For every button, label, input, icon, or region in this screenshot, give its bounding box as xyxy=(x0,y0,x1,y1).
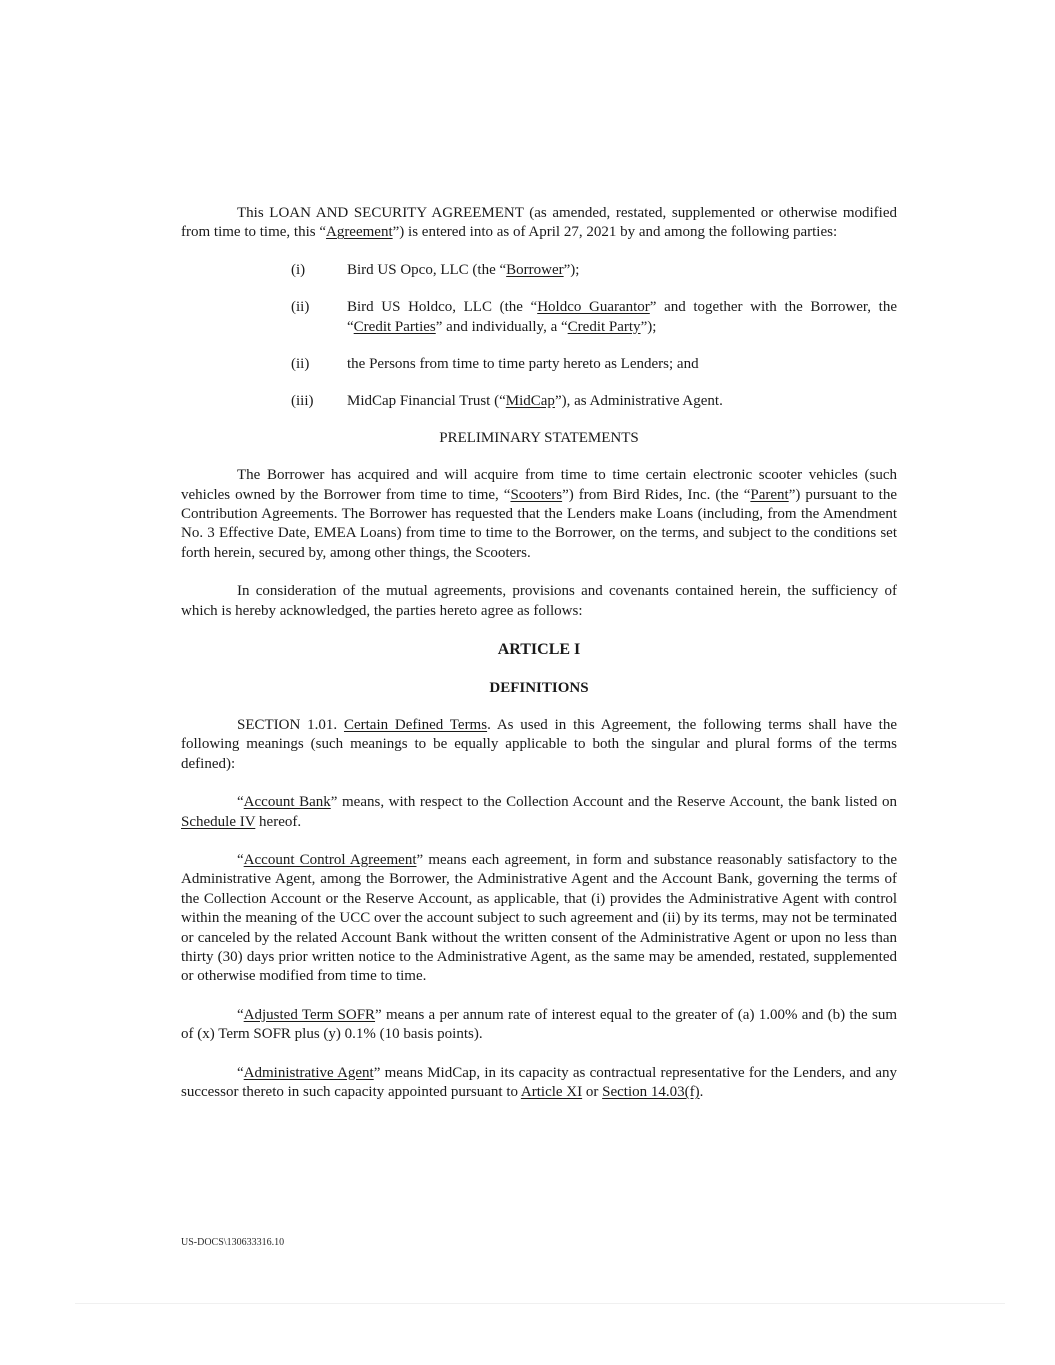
party-item-borrower xyxy=(291,261,897,280)
definition-text: ” means, with respect to the Collection Account and the Reserve Account, the bank listed on xyxy=(330,794,897,811)
defined-term-scooters: Scooters xyxy=(510,486,563,503)
definition-text: or xyxy=(582,1084,603,1100)
defined-term: Account Control Agreement xyxy=(243,851,417,868)
prelim-text: The Borrower has acquired and will acquire from time to time certain electronic scooter vehicles (such vehicles owned by the Borrower from time to time, “ xyxy=(181,467,897,503)
party-number: (ii) xyxy=(291,356,310,373)
definition-text: ” means a per annum rate of interest equal to the greater of (a) 1.00% and (b) the sum of (x) Term SOFR plus (y) 0.1% (10 basis points). xyxy=(181,1006,897,1043)
section-1-01-paragraph xyxy=(181,716,897,774)
party-text-part: ” and individually, a “ xyxy=(435,318,568,335)
definition-account-bank xyxy=(181,793,897,832)
consideration-paragraph: In consideration of the mutual agreements, provisions and covenants contained herein, the sufficiency of which is hereby acknowledged, the parties hereto agree as follows: xyxy=(181,583,897,619)
party-text-part: ” and together with the Borrower, the “ xyxy=(347,299,897,335)
definition-text: . xyxy=(699,1084,704,1100)
definition-account-control-agreement xyxy=(181,851,897,987)
definition-text: hereof. xyxy=(255,813,302,830)
intro-paragraph xyxy=(181,204,897,243)
party-item-lenders xyxy=(291,355,897,374)
party-text-part: Bird US Holdco, LLC (the “ xyxy=(347,299,538,316)
party-number: (ii) xyxy=(291,299,310,316)
defined-term-credit-party: Credit Party xyxy=(567,318,641,335)
cross-reference: Schedule IV xyxy=(181,813,256,830)
defined-term: Account Bank xyxy=(243,794,331,811)
defined-term: Administrative Agent xyxy=(243,1064,374,1081)
quote-mark: “ xyxy=(237,794,244,811)
defined-term: Adjusted Term SOFR xyxy=(243,1006,376,1023)
intro-text: ”) is entered into as of April 27, 2021 by and among the following parties: xyxy=(392,224,838,241)
party-text-part: Bird US Opco, LLC (the “ xyxy=(347,261,507,278)
article-heading: ARTICLE I xyxy=(497,641,581,659)
defined-term-midcap: MidCap xyxy=(505,393,555,410)
party-item-holdco-guarantor xyxy=(291,298,897,337)
section-title: Certain Defined Terms xyxy=(343,716,488,733)
quote-mark: “ xyxy=(237,1064,244,1081)
section-text: SECTION 1.01. xyxy=(237,716,344,733)
party-text xyxy=(347,298,897,337)
cross-reference: Section 14.03(f) xyxy=(602,1084,700,1100)
definition-administrative-agent xyxy=(181,1064,897,1103)
party-text xyxy=(347,392,897,411)
party-number: (iii) xyxy=(291,393,314,410)
party-text xyxy=(347,261,897,280)
definition-text: ” means MidCap, in its capacity as contractual representative for the Lenders, and any successor thereto in such capacity appointed pursuant to xyxy=(181,1064,897,1100)
defined-term-agreement: Agreement xyxy=(325,224,393,241)
definitions-heading: DEFINITIONS xyxy=(489,679,589,696)
defined-term-parent: Parent xyxy=(750,486,789,503)
page-edge-line xyxy=(75,1303,1005,1304)
defined-term-holdco-guarantor: Holdco Guarantor xyxy=(537,299,650,316)
quote-mark: “ xyxy=(237,1006,244,1023)
document-id-footer: US-DOCS\130633316.10 xyxy=(181,1237,285,1248)
party-number: (i) xyxy=(291,261,306,278)
party-text-part: ”), as Administrative Agent. xyxy=(554,393,723,410)
party-text-part: ”); xyxy=(640,318,657,335)
prelim-text: ”) from Bird Rides, Inc. (the “ xyxy=(562,486,751,503)
intro-text: This LOAN AND SECURITY AGREEMENT (as amended, restated, supplemented or otherwise modified from time to time, this “ xyxy=(181,205,897,241)
party-text-part: ”); xyxy=(563,261,580,278)
page-body xyxy=(181,204,897,1121)
defined-term-borrower: Borrower xyxy=(506,261,564,278)
prelim-text: ”) pursuant to the Contribution Agreements. The Borrower has requested that the Lenders make Loans (including, from the Amendment No. 3 Effective Date, EMEA Loans) from time to time to the Borrower, on the terms, and subject to the conditions set forth herein, secured by, among other things, the Scooters. xyxy=(181,486,897,561)
preliminary-statements-heading: PRELIMINARY STATEMENTS xyxy=(439,429,639,446)
definition-text: ” means each agreement, in form and substance reasonably satisfactory to the Administrative Agent, among the Borrower, the Administrative Agent and the Account Bank, governing the terms of the Collection Account or the Reserve Account, as applicable, that (i) provides the Administrative Agent with control within the meaning of the UCC over the account subject to such agreement and (ii) by its terms, may not be terminated or canceled by the related Account Bank without the written consent of the Administrative Agent or upon no less than thirty (30) days prior written notice to the Administrative Agent, as the same may be amended, restated, supplemented or otherwise modified from time to time. xyxy=(181,851,897,985)
quote-mark: “ xyxy=(237,851,244,868)
section-text: . As used in this Agreement, the following terms shall have the following meanings (such meanings to be equally applicable to both the singular and plural forms of the terms defined): xyxy=(181,716,897,772)
cross-reference: Article XI xyxy=(520,1084,583,1100)
definition-adjusted-term-sofr xyxy=(181,1006,897,1045)
defined-term-credit-parties: Credit Parties xyxy=(353,318,436,335)
party-text: the Persons from time to time party hereto as Lenders; and xyxy=(347,356,699,373)
party-text-part: MidCap Financial Trust (“ xyxy=(347,393,506,410)
party-item-midcap xyxy=(291,392,897,411)
preliminary-statements-paragraph xyxy=(181,466,897,563)
